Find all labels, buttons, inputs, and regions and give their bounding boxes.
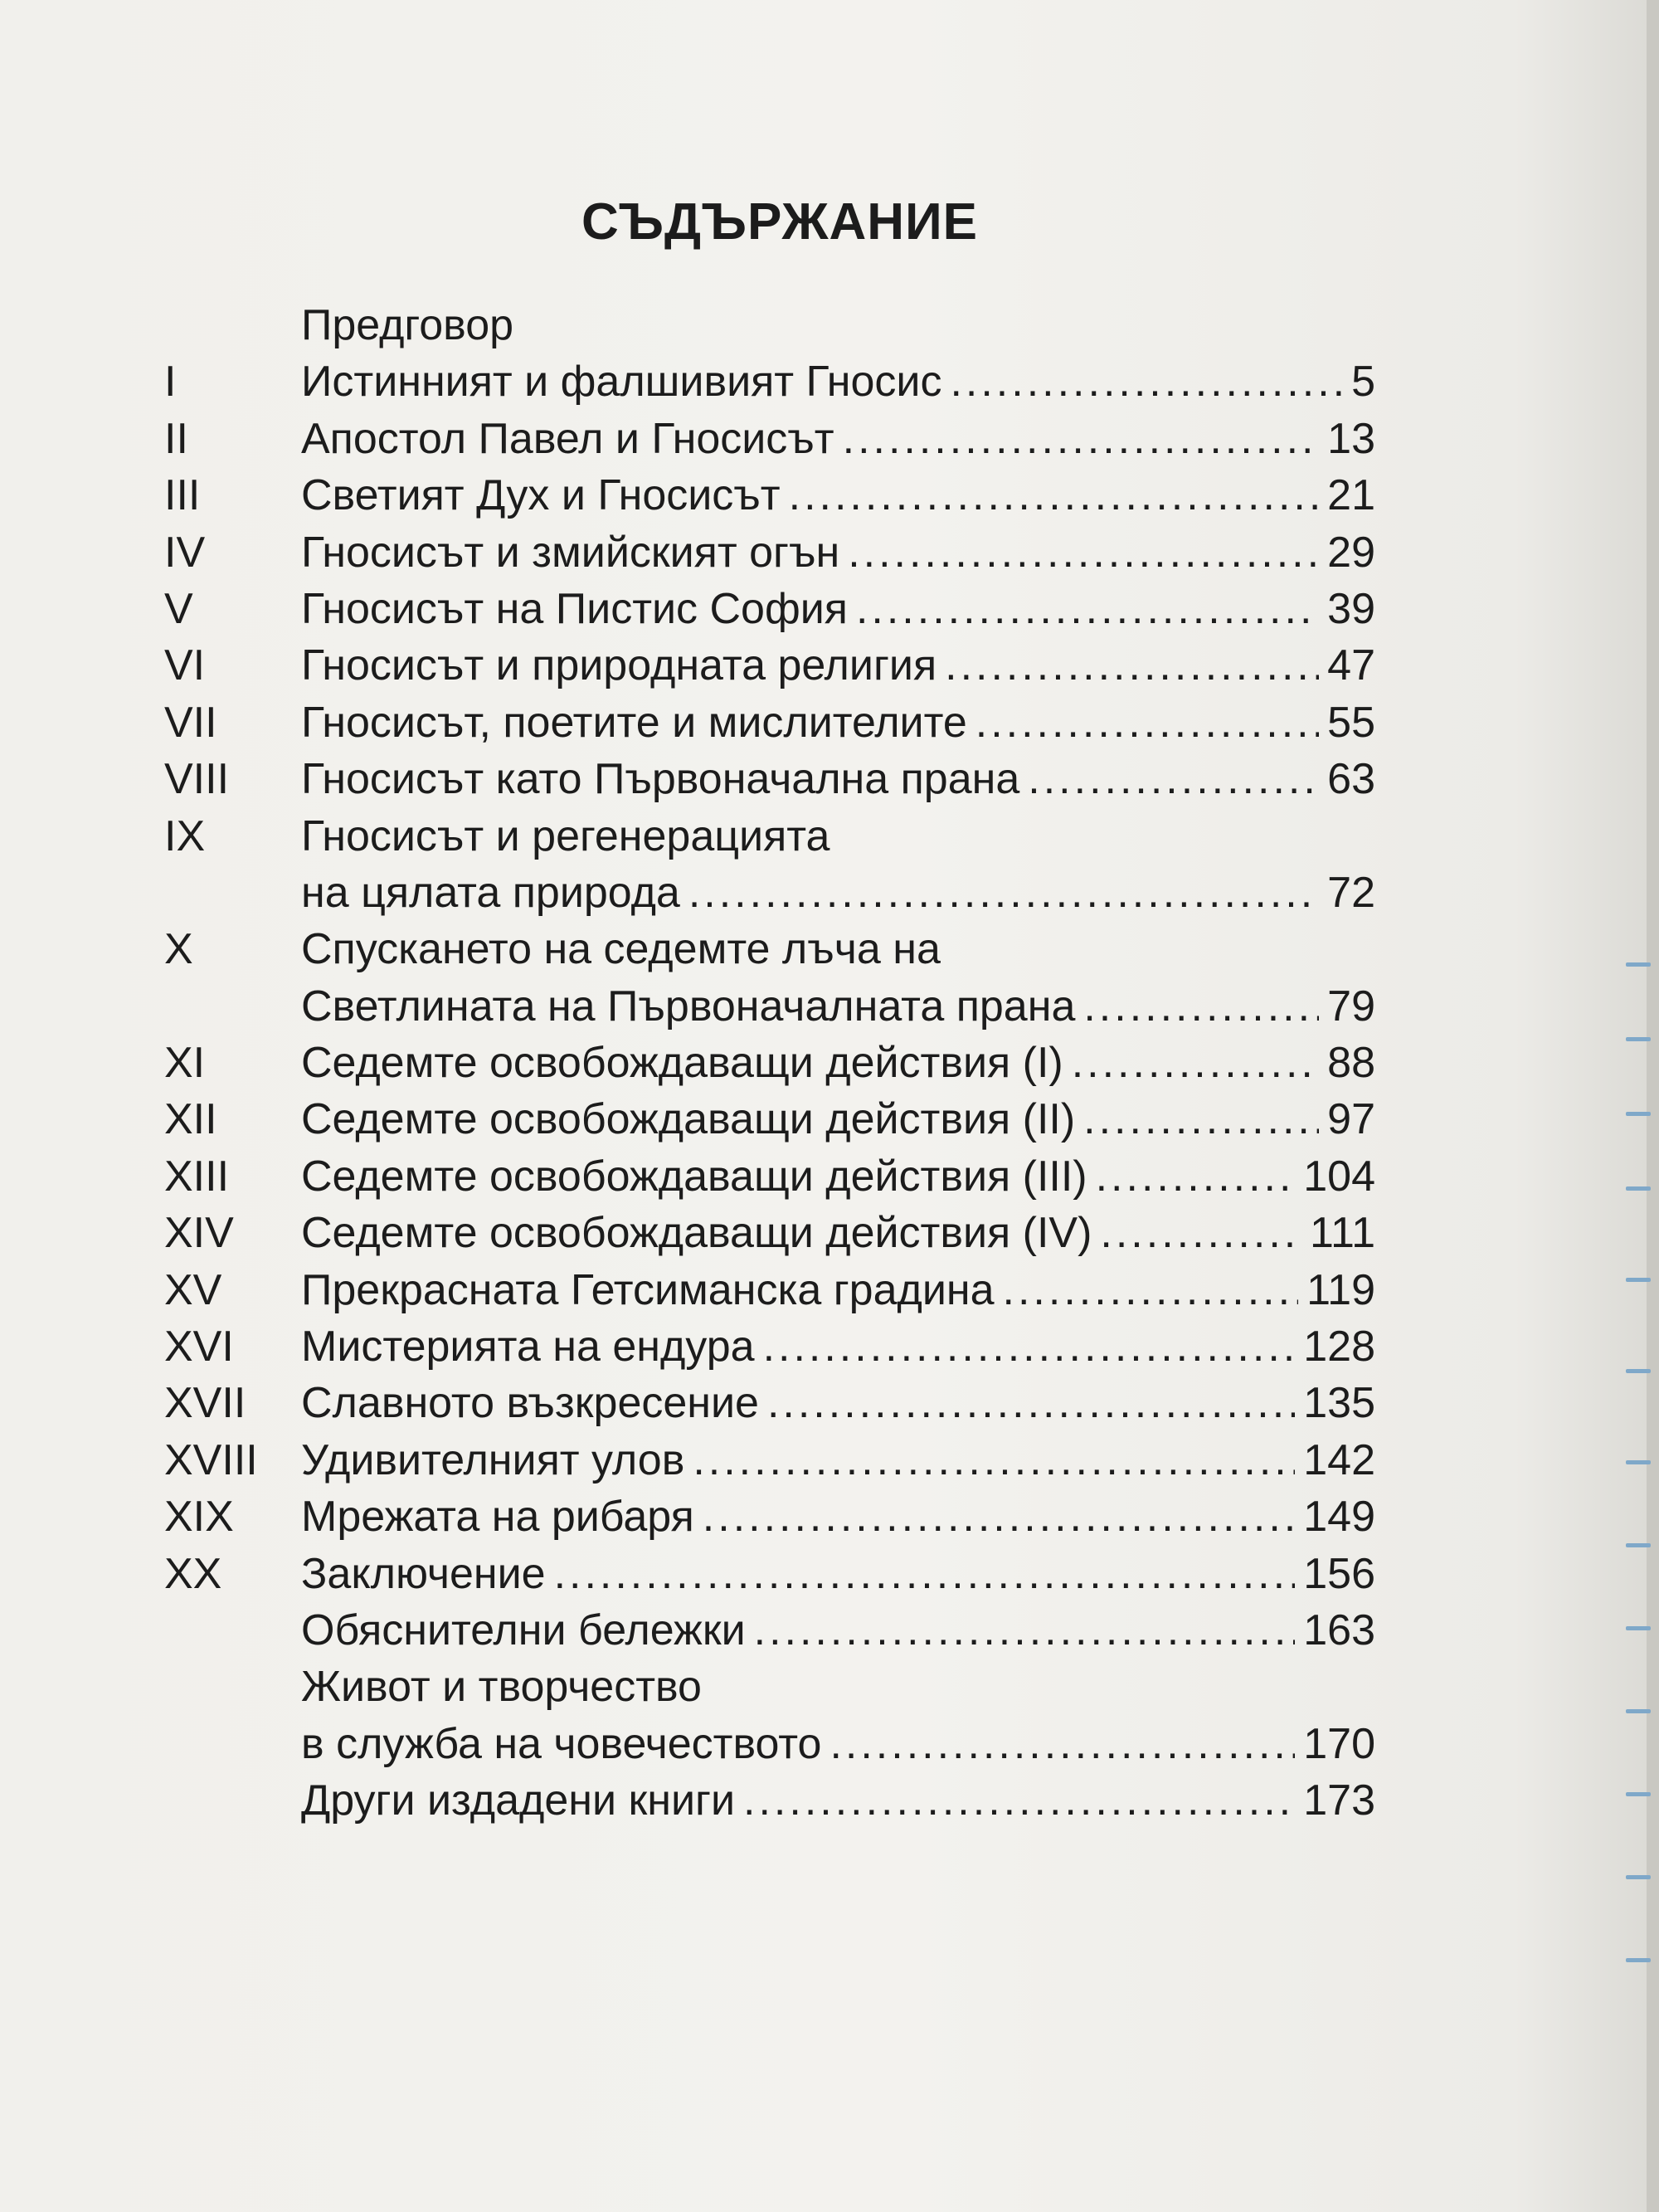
dot-leader <box>693 1432 1295 1488</box>
page-number: 97 <box>1327 1095 1375 1144</box>
page-number: 5 <box>1351 358 1375 407</box>
toc-entry-line <box>301 1659 1375 1715</box>
binding-mark <box>1626 1278 1651 1282</box>
page-number: 72 <box>1327 868 1375 917</box>
chapter-numeral: XVI <box>164 1323 234 1372</box>
toc-entry-line <box>301 1375 1375 1431</box>
dot-leader <box>975 694 1319 751</box>
dot-leader <box>1003 1262 1299 1318</box>
toc-entry <box>164 751 1375 807</box>
toc-entry-line <box>301 1091 1375 1147</box>
toc-entry-line <box>301 1148 1375 1205</box>
binding-mark <box>1626 1112 1651 1116</box>
chapter-title: Мрежата на рибаря <box>301 1493 694 1542</box>
binding-mark <box>1626 1875 1651 1879</box>
chapter-title: Гносисът, поетите и мислителите <box>301 698 967 747</box>
toc-entry-line <box>301 978 1375 1035</box>
binding-mark <box>1626 1626 1651 1630</box>
chapter-numeral: XIV <box>164 1209 234 1258</box>
chapter-numeral: VII <box>164 698 217 747</box>
toc-entry <box>164 1432 1375 1488</box>
page-title: СЪДЪРЖАНИЕ <box>581 193 978 251</box>
toc-entry <box>164 524 1375 581</box>
chapter-title: Седемте освобождаващи действия (I) <box>301 1039 1063 1088</box>
toc-entry-line <box>301 1488 1375 1545</box>
toc-entry-line <box>301 1262 1375 1318</box>
chapter-title: Седемте освобождаващи действия (II) <box>301 1095 1076 1144</box>
binding-mark <box>1626 1709 1651 1713</box>
dot-leader <box>763 1318 1296 1375</box>
chapter-title: на цялата природа <box>301 868 680 917</box>
toc-entry <box>164 1035 1375 1091</box>
chapter-title: Гносисът и змийският огън <box>301 528 840 577</box>
toc-entry <box>164 1716 1375 1772</box>
toc-entry <box>164 1375 1375 1431</box>
page-number: 170 <box>1303 1719 1375 1768</box>
page-number: 55 <box>1327 698 1375 747</box>
toc-entry-line <box>301 808 1375 865</box>
toc-entry-line <box>301 1602 1375 1659</box>
chapter-numeral: XV <box>164 1265 222 1314</box>
toc-entry <box>164 1148 1375 1205</box>
toc-entry <box>164 1091 1375 1147</box>
dot-leader <box>1028 751 1319 807</box>
chapter-numeral: XIX <box>164 1493 234 1542</box>
page-number: 156 <box>1303 1549 1375 1598</box>
chapter-numeral: XII <box>164 1095 217 1144</box>
chapter-numeral: XX <box>164 1549 222 1598</box>
binding-mark <box>1626 1037 1651 1041</box>
dot-leader <box>703 1488 1295 1545</box>
toc-entry-line <box>301 353 1375 410</box>
toc-entry <box>164 978 1375 1035</box>
toc-entry-line <box>301 524 1375 581</box>
chapter-title: Светлината на Първоначалната прана <box>301 982 1076 1030</box>
chapter-numeral: III <box>164 471 201 520</box>
toc-entry-line <box>301 1432 1375 1488</box>
toc-entry-line <box>301 1035 1375 1091</box>
toc-entry <box>164 1262 1375 1318</box>
toc-entry <box>164 581 1375 637</box>
dot-leader <box>856 581 1319 637</box>
toc-entry <box>164 467 1375 524</box>
page-number: 163 <box>1303 1605 1375 1654</box>
page-number: 29 <box>1327 528 1375 577</box>
page-number: 13 <box>1327 414 1375 463</box>
toc-entry-line <box>301 411 1375 467</box>
toc-entry <box>164 1546 1375 1602</box>
chapter-title: Светият Дух и Гносисът <box>301 471 781 520</box>
chapter-numeral: I <box>164 358 177 407</box>
dot-leader <box>848 524 1319 581</box>
dot-leader <box>843 411 1320 467</box>
toc-entry-line <box>301 921 1375 977</box>
dot-leader <box>743 1772 1295 1829</box>
page-number: 173 <box>1303 1776 1375 1825</box>
page-number: 39 <box>1327 584 1375 633</box>
toc-entry-line <box>301 297 1375 353</box>
toc-entry <box>164 1205 1375 1261</box>
dot-leader <box>945 637 1319 694</box>
chapter-title: Обяснителни бележки <box>301 1605 746 1654</box>
toc-entry-line <box>301 1716 1375 1772</box>
dot-leader <box>1083 1091 1319 1147</box>
toc-entry-line <box>301 1772 1375 1829</box>
toc-entry-line <box>301 467 1375 524</box>
binding-mark <box>1626 1460 1651 1464</box>
toc-entry-line <box>301 694 1375 751</box>
chapter-title: Предговор <box>301 301 514 349</box>
toc-entry <box>164 921 1375 977</box>
chapter-numeral: XI <box>164 1039 206 1088</box>
chapter-numeral: IX <box>164 811 206 860</box>
toc-entry <box>164 411 1375 467</box>
chapter-numeral: XVII <box>164 1379 246 1428</box>
binding-mark <box>1626 1958 1651 1962</box>
chapter-numeral: II <box>164 414 188 463</box>
dot-leader <box>1072 1035 1319 1091</box>
toc-entry <box>164 865 1375 921</box>
chapter-numeral: VI <box>164 641 206 690</box>
dot-leader <box>1096 1148 1296 1205</box>
chapter-title: в служба на човечеството <box>301 1719 822 1768</box>
chapter-numeral: XVIII <box>164 1435 258 1484</box>
chapter-title: Истинният и фалшивият Гносис <box>301 358 942 407</box>
chapter-title: Славното възкресение <box>301 1379 759 1428</box>
page-number: 88 <box>1327 1039 1375 1088</box>
page-number: 142 <box>1303 1435 1375 1484</box>
toc-entry <box>164 297 1375 353</box>
dot-leader <box>1083 978 1319 1035</box>
chapter-title: Апостол Павел и Гносисът <box>301 414 834 463</box>
chapter-numeral: VIII <box>164 755 230 804</box>
toc-entry-line <box>301 1546 1375 1602</box>
binding-mark <box>1626 1369 1651 1373</box>
chapter-title: Заключение <box>301 1549 546 1598</box>
chapter-title: Мистерията на ендура <box>301 1323 755 1372</box>
binding-mark <box>1626 962 1651 967</box>
dot-leader <box>767 1375 1295 1431</box>
toc-entry <box>164 353 1375 410</box>
toc-entry-line <box>301 581 1375 637</box>
binding-mark <box>1626 1186 1651 1191</box>
margin-marks <box>1626 962 1651 2041</box>
page-number: 111 <box>1309 1209 1375 1258</box>
page-number: 21 <box>1327 471 1375 520</box>
dot-leader <box>1100 1205 1301 1261</box>
page-number: 104 <box>1303 1152 1375 1201</box>
chapter-title: Гносисът и природната религия <box>301 641 937 690</box>
chapter-title: Гносисът на Пистис София <box>301 584 848 633</box>
binding-mark <box>1626 1543 1651 1547</box>
dot-leader <box>950 353 1343 410</box>
chapter-title: Спускането на седемте лъча на <box>301 925 941 974</box>
chapter-title: Седемте освобождаващи действия (III) <box>301 1152 1087 1201</box>
chapter-title: Прекрасната Гетсиманска градина <box>301 1265 995 1314</box>
chapter-title: Удивителният улов <box>301 1435 685 1484</box>
page-number: 119 <box>1306 1265 1375 1314</box>
binding-mark <box>1626 1792 1651 1796</box>
toc-entry <box>164 808 1375 865</box>
chapter-title: Други издадени книги <box>301 1776 736 1825</box>
toc-entry-line <box>301 1318 1375 1375</box>
toc-entry <box>164 1318 1375 1375</box>
page-number: 128 <box>1303 1323 1375 1372</box>
toc-entry <box>164 694 1375 751</box>
chapter-numeral: V <box>164 584 193 633</box>
toc-entry <box>164 1602 1375 1659</box>
chapter-title: Гносисът и регенерацията <box>301 811 830 860</box>
toc-entry <box>164 1488 1375 1545</box>
page-number: 149 <box>1303 1493 1375 1542</box>
toc-entry <box>164 637 1375 694</box>
toc-entry <box>164 1772 1375 1829</box>
chapter-title: Живот и творчество <box>301 1663 702 1712</box>
page-number: 135 <box>1303 1379 1375 1428</box>
toc-list <box>164 297 1375 1830</box>
page-number: 47 <box>1327 641 1375 690</box>
chapter-title: Седемте освобождаващи действия (IV) <box>301 1209 1092 1258</box>
toc-entry-line <box>301 637 1375 694</box>
page-number: 63 <box>1327 755 1375 804</box>
dot-leader <box>754 1602 1296 1659</box>
chapter-numeral: XIII <box>164 1152 230 1201</box>
toc-entry <box>164 1659 1375 1715</box>
toc-entry-line <box>301 751 1375 807</box>
toc-entry-line <box>301 865 1375 921</box>
toc-entry-line <box>301 1205 1375 1261</box>
page-number: 79 <box>1327 982 1375 1030</box>
dot-leader <box>830 1716 1295 1772</box>
chapter-title: Гносисът като Първоначална прана <box>301 755 1020 804</box>
dot-leader <box>688 865 1319 921</box>
dot-leader <box>789 467 1320 524</box>
chapter-numeral: X <box>164 925 193 974</box>
chapter-numeral: IV <box>164 528 206 577</box>
dot-leader <box>554 1546 1296 1602</box>
